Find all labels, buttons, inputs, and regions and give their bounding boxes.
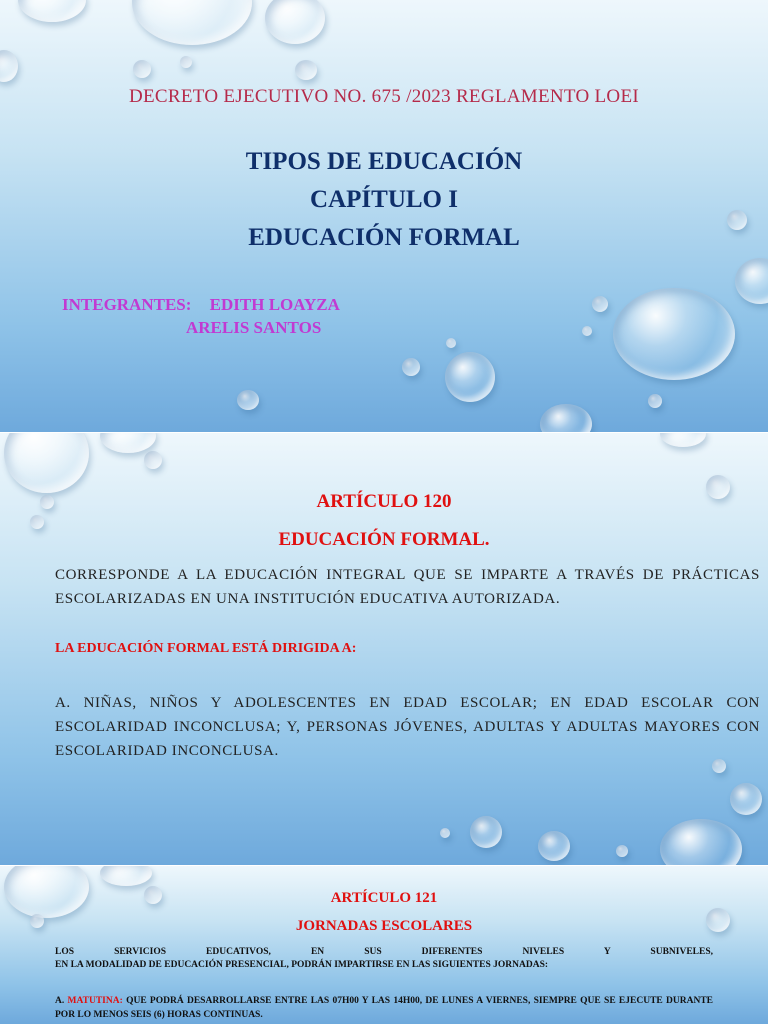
article-heading: EDUCACIÓN FORMAL. xyxy=(278,529,490,550)
water-drop-decoration xyxy=(613,288,735,380)
schedule-item xyxy=(55,994,713,1022)
water-drop-decoration xyxy=(0,50,18,82)
water-drop-decoration xyxy=(592,296,608,312)
water-drop-decoration xyxy=(132,0,252,45)
article-number: ARTÍCULO 120 xyxy=(316,491,452,512)
water-drop-decoration xyxy=(735,258,768,304)
item-label: MATUTINA: xyxy=(67,996,123,1006)
intro-line: LOS SERVICIOS EDUCATIVOS, EN SUS DIFERENTES NIVELES Y SUBNIVELES, xyxy=(55,947,713,957)
water-drop-decoration xyxy=(446,338,456,348)
water-drop-decoration xyxy=(265,0,325,44)
water-drop-decoration xyxy=(18,0,86,22)
article-paragraph xyxy=(55,946,713,972)
member-name: ARELIS SANTOS xyxy=(186,318,322,337)
water-drop-decoration xyxy=(582,326,592,336)
slide-title-line2: CAPÍTULO I xyxy=(310,186,458,213)
water-drop-decoration xyxy=(295,60,317,80)
members-block xyxy=(62,295,340,315)
water-drop-decoration xyxy=(660,819,742,865)
slide-title-line1: TIPOS DE EDUCACIÓN xyxy=(245,148,523,175)
article-paragraph: CORRESPONDE A LA EDUCACIÓN INTEGRAL QUE SE IMPARTE A TRAVÉS DE PRÁCTICAS ESCOLARIZADAS EN UNA INSTITUCIÓN EDUCATIVA AUTORIZADA. xyxy=(55,567,760,607)
article-paragraph: A. NIÑAS, NIÑOS Y ADOLESCENTES EN EDAD ESCOLAR; EN EDAD ESCOLAR CON ESCOLARIDAD INCONCLUSA; Y, PERSONAS JÓVENES, ADULTAS Y ADULTAS MAYORES CON ESCOLARIDAD INCONCLUSA. xyxy=(55,695,760,759)
water-drop-decoration xyxy=(133,60,151,78)
item-prefix: A. xyxy=(55,996,65,1006)
water-drop-decoration xyxy=(730,783,762,815)
slide-2 xyxy=(0,433,768,865)
decree-title: DECRETO EJECUTIVO NO. 675 /2023 REGLAMENTO LOEI xyxy=(128,86,639,107)
slide-3 xyxy=(0,866,768,1024)
item-text: QUE PODRÁ DESARROLLARSE ENTRE LAS 07H00 Y LAS 14H00, DE LUNES A VIERNES, SIEMPRE QUE SE EJECUTE DURANTE POR LO MENOS SEIS (6) HORAS CONTINUAS. xyxy=(55,996,713,1020)
water-drop-decoration xyxy=(616,845,628,857)
water-drop-decoration xyxy=(144,451,162,469)
water-drop-decoration xyxy=(4,433,89,493)
slide-1 xyxy=(0,0,768,432)
article-subheading: LA EDUCACIÓN FORMAL ESTÁ DIRIGIDA A: xyxy=(55,641,357,656)
article-number: ARTÍCULO 121 xyxy=(330,890,438,906)
water-drop-decoration xyxy=(100,433,156,453)
water-drop-decoration xyxy=(440,828,450,838)
water-drop-decoration xyxy=(30,515,44,529)
member-name: EDITH LOAYZA xyxy=(209,295,340,314)
water-drop-decoration xyxy=(648,394,662,408)
intro-line: EN LA MODALIDAD DE EDUCACIÓN PRESENCIAL, PODRÁN IMPARTIRSE EN LAS SIGUIENTES JORNADAS: xyxy=(55,960,549,970)
water-drop-decoration xyxy=(402,358,420,376)
water-drop-decoration xyxy=(445,352,495,402)
water-drop-decoration xyxy=(180,56,192,68)
water-drop-decoration xyxy=(100,866,152,886)
water-drop-decoration xyxy=(237,390,259,410)
article-heading: JORNADAS ESCOLARES xyxy=(295,918,473,934)
water-drop-decoration xyxy=(540,404,592,432)
slide-title-line3: EDUCACIÓN FORMAL xyxy=(248,224,520,251)
water-drop-decoration xyxy=(660,433,706,447)
members-label: INTEGRANTES: xyxy=(62,295,192,314)
water-drop-decoration xyxy=(538,831,570,861)
water-drop-decoration xyxy=(470,816,502,848)
